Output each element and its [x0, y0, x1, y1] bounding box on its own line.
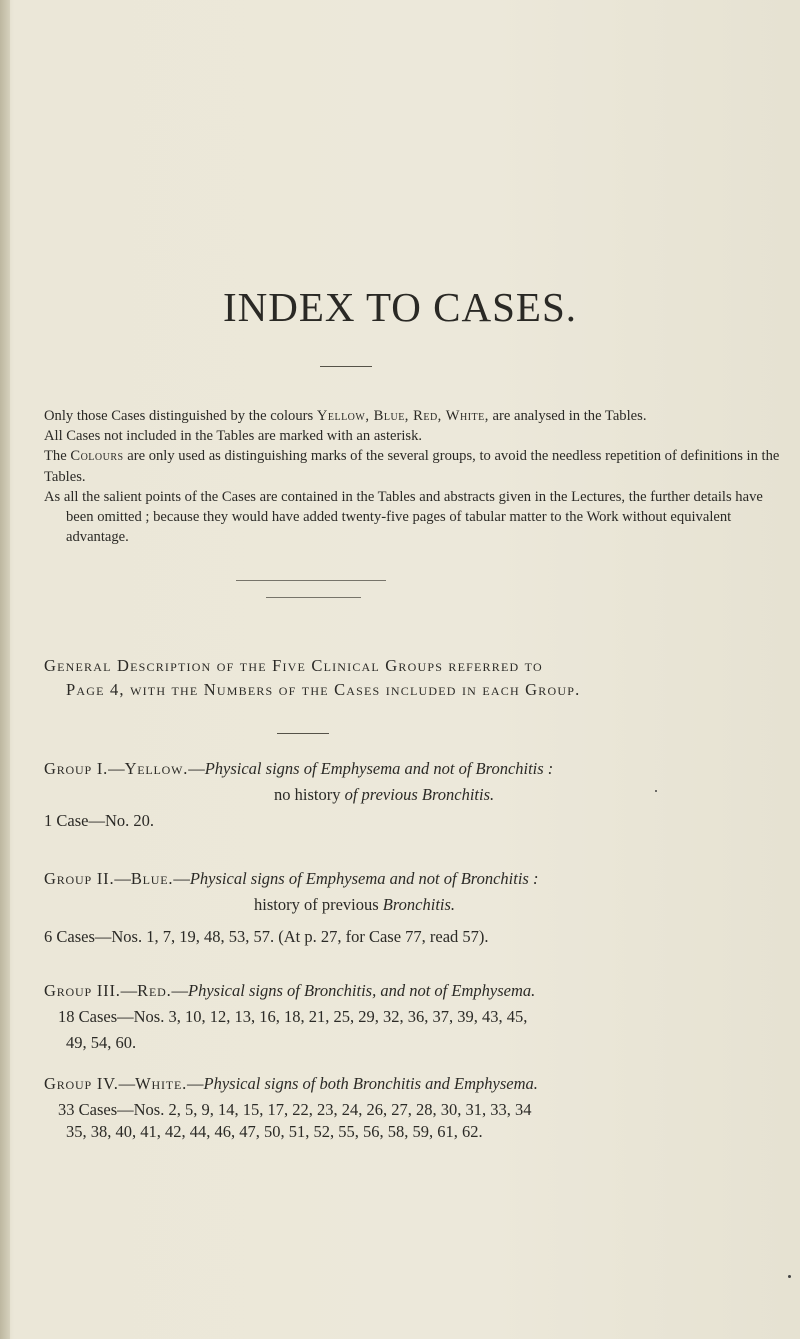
group-2: Group II.—Blue.—Physical signs of Emphysema and not of Bronchitis : history of previous Bronchitis. 6 Cases—Nos. 1, 7, 19, 48, 53, 57. (At p. 27, for Case 77, read 57).	[44, 866, 784, 950]
group-colour: Blue.	[130, 869, 174, 888]
group-colour: White.	[135, 1074, 187, 1093]
group-cases: 6 Cases—Nos. 1, 7, 19, 48, 53, 57. (At p. 27, for Case 77, read 57).	[44, 927, 489, 946]
group-cases: 33 Cases—Nos. 2, 5, 9, 14, 15, 17, 22, 23, 24, 26, 27, 28, 30, 31, 33, 34	[58, 1100, 532, 1119]
paper-speck	[788, 1275, 791, 1278]
groups-heading	[44, 654, 784, 702]
group-description: Physical signs of Emphysema and not of Bronchitis :	[189, 869, 539, 888]
page-title: INDEX TO CASES.	[222, 284, 578, 330]
book-spine-edge	[0, 0, 10, 1339]
group-cases: 18 Cases—Nos. 3, 10, 12, 13, 16, 18, 21, 25, 29, 32, 36, 37, 39, 43, 45,	[58, 1007, 528, 1026]
intro-paragraph-1: Only those Cases distinguished by the colours Yellow, Blue, Red, White, are analysed in the Tables.	[44, 408, 647, 424]
section-divider-2	[266, 597, 361, 598]
group-colour: Red.	[137, 981, 172, 1000]
group-4: Group IV.—White.—Physical signs of both Bronchitis and Emphysema. 33 Cases—Nos. 2, 5, 9, 14, 15, 17, 22, 23, 24, 26, 27, 28, 30, 31, 33, 34 35, 38, 40, 41, 42, 44, 46, 47, 50, 51, 52, 55, 56, 58, 59, 61, 62.	[44, 1071, 784, 1145]
intro-paragraph-4: As all the salient points of the Cases are contained in the Tables and abstracts given in the Lectures, the further details have been omitted ; because they would have added twenty-five pages of tabular matter to the Work without equivalent advantage.	[44, 488, 763, 546]
title-divider	[320, 366, 372, 367]
groups-heading-line-2: Page 4, with the Numbers of the Cases included in each Group.	[66, 680, 581, 699]
group-label: Group III.	[44, 981, 121, 1000]
colour-list: Yellow, Blue, Red, White,	[316, 408, 489, 424]
group-colour: Yellow.	[124, 759, 189, 778]
group-description: Physical signs of both Bronchitis and Emphysema.	[203, 1074, 538, 1093]
intro-paragraph-3: The Colours are only used as distinguishing marks of the several groups, to avoid the needless repetition of definitions in the Tables.	[44, 448, 780, 485]
group-cases: 1 Case—No. 20.	[44, 811, 154, 830]
group-description: Physical signs of Bronchitis, and not of Emphysema.	[188, 981, 536, 1000]
heading-divider	[277, 733, 329, 734]
group-cases-continued: 35, 38, 40, 41, 42, 44, 46, 47, 50, 51, 52, 55, 56, 58, 59, 61, 62.	[66, 1122, 483, 1141]
group-description: Physical signs of Emphysema and not of Bronchitis :	[204, 759, 554, 778]
group-label: Group II.	[44, 869, 115, 888]
group-3: Group III.—Red.—Physical signs of Bronchitis, and not of Emphysema. 18 Cases—Nos. 3, 10, 12, 13, 16, 18, 21, 25, 29, 32, 36, 37, 39, 43, 45, 49, 54, 60.	[44, 978, 784, 1056]
group-cases-continued: 49, 54, 60.	[66, 1033, 137, 1052]
group-label: Group IV.	[44, 1074, 119, 1093]
groups-heading-line-1: General Description of the Five Clinical Groups referred to	[44, 656, 543, 675]
paper-speck	[655, 790, 657, 792]
section-divider-1	[236, 580, 386, 581]
group-1: Group I.—Yellow.—Physical signs of Emphysema and not of Bronchitis : no history of previous Bronchitis. 1 Case—No. 20.	[44, 756, 784, 834]
intro-notes	[44, 406, 784, 547]
group-label: Group I.	[44, 759, 109, 778]
intro-paragraph-2: All Cases not included in the Tables are marked with an asterisk.	[44, 428, 423, 445]
